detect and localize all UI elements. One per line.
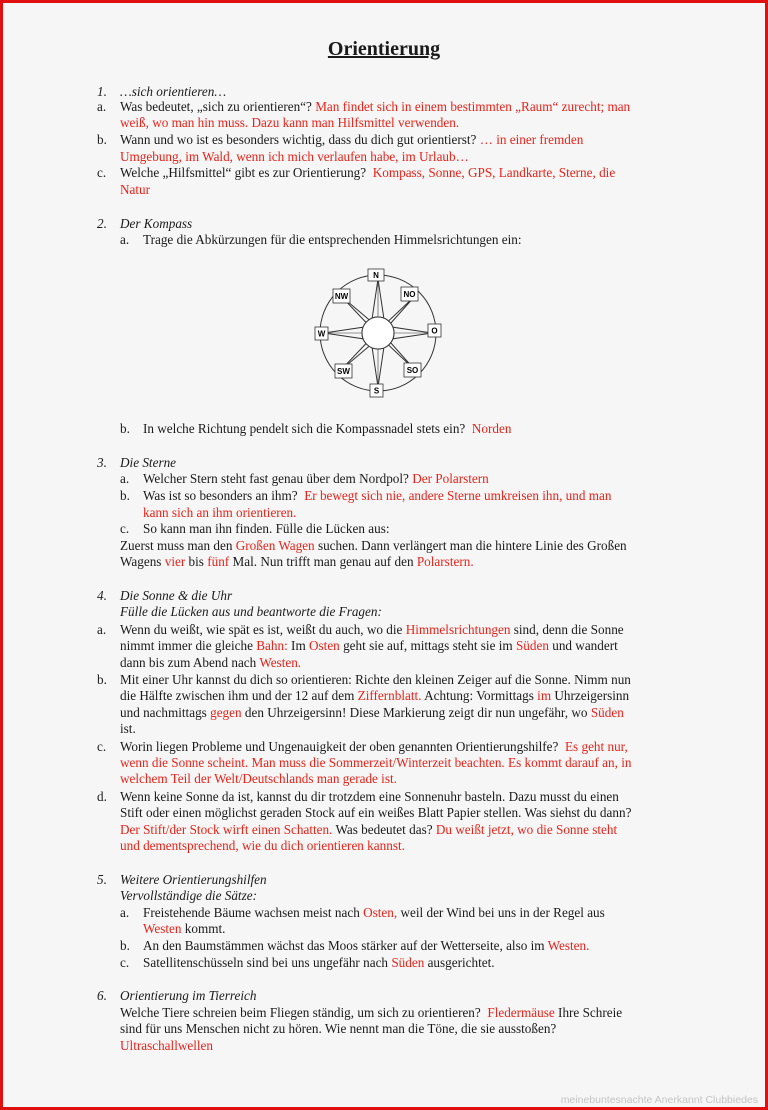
text: Wenn du weißt, wie spät es ist, weißt du auch, wo die [120,622,403,637]
question-text: Welche „Hilfsmittel“ gibt es zur Orientierung? [120,165,367,180]
compass-label-so: SO [406,366,419,375]
gap-answer: Polarstern. [416,554,474,569]
gap-answer: fünf [207,554,230,569]
s4-a-line1 [120,622,624,638]
text: Im [291,638,306,653]
s4-a-line3 [120,655,301,671]
section-5-subheading: Vervollständige die Sätze: [120,888,257,903]
gap-answer: Süden [590,705,624,720]
text: den Uhrzeigersinn! Diese Markierung zeigt dir nun ungefähr, wo [244,705,588,720]
gap-answer: Westen [143,921,182,936]
answer-text: und dementsprechend, wie du dich orientieren kannst. [120,838,405,853]
s3-b-line1 [143,488,611,504]
section-3-number: 3. [97,455,107,470]
section-3-heading: Die Sterne [120,455,177,470]
question-text: So kann man ihn finden. Fülle die Lücken aus: [143,521,390,536]
section-1-heading: …sich orientieren… [120,84,227,99]
s2-b-label: b. [120,421,130,436]
gap-answer: vier [164,554,186,569]
s5-c-line [143,955,495,971]
text: Zuerst muss man den [120,538,233,553]
gap-answer: Westen. [547,938,590,953]
text: Freistehende Bäume wachsen meist nach [143,905,360,920]
text: suchen. Dann verlängert man die hintere Linie des Großen [317,538,627,553]
s2-b-line [143,421,511,437]
question-text: Trage die Abkürzungen für die entsprechenden Himmelsrichtungen ein: [143,232,522,247]
text: Achtung: Vormittags [424,688,534,703]
text: und wandert [552,638,618,653]
s4-b-line4: ist. [120,721,136,736]
text: nimmt immer die gleiche [120,638,253,653]
s5-b-line [143,938,589,954]
compass-label-o: O [431,326,438,336]
answer-text: Der Stift/der Stock wirft einen Schatten. [120,822,333,837]
s1-c-line1 [120,165,615,181]
page-title: Orientierung [327,38,441,60]
compass-label-nw: NW [334,292,349,301]
answer-text: Der Polarstern [412,471,489,486]
s5-c-label: c. [120,955,130,970]
text: weil der Wind bei uns in der Regel aus [400,905,605,920]
text: ausgerichtet. [427,955,495,970]
answer-text: kann sich an ihm orientieren. [143,505,297,520]
question-text: Was bedeutet das? [335,822,433,837]
s1-b-label: b. [97,132,107,147]
s5-b-label: b. [120,938,130,953]
compass-label-w: W [317,329,326,339]
text: dann bis zum Abend nach [120,655,257,670]
s1-b-line1 [120,132,583,148]
s3-a-label: a. [120,471,130,486]
s4-a-label: a. [97,622,107,637]
section-5-number: 5. [97,872,107,887]
compass-label-s: S [373,386,380,396]
section-4-subheading: Fülle die Lücken aus und beantworte die Fragen: [120,604,382,619]
gap-answer: Osten, [363,905,398,920]
s4-d-line1: Wenn keine Sonne da ist, kannst du dir trotzdem eine Sonnenuhr basteln. Dazu musst du einen [120,789,619,804]
section-2-heading: Der Kompass [120,216,193,231]
s5-a-line2 [143,921,225,937]
text: kommt. [184,921,226,936]
compass-label-no: NO [403,290,416,299]
watermark: meinebuntesnachte Anerkannt Clubbiedes [560,1094,758,1106]
answer-text: Du weißt jetzt, wo die Sonne steht [435,822,618,837]
gap-answer: im [537,688,552,703]
text: Mal. Nun trifft man genau auf den [232,554,414,569]
s3-c-label: c. [120,521,130,536]
s1-a-line1 [120,99,630,115]
question-text: In welche Richtung pendelt sich die Kompassnadel stets ein? [143,421,466,436]
section-1-number: 1. [97,84,107,99]
s4-c-line1 [120,739,628,755]
s4-b-line3 [120,705,624,721]
text: die Hälfte zwischen ihm und der 12 auf dem [120,688,355,703]
answer-text: Es geht nur, [564,739,628,754]
text: bis [188,554,204,569]
s5-a-label: a. [120,905,130,920]
gap-answer: Großen Wagen [235,538,315,553]
text: und nachmittags [120,705,207,720]
answer-text: wenn die Sonne scheint. Man muss die Sommerzeit/Winterzeit beachten. Es kommt darauf an, in [120,755,632,770]
gap-answer: Ziffernblatt. [357,688,422,703]
s4-b-label: b. [97,672,107,687]
answer-text: … in einer fremden [479,132,584,147]
s4-b-line2 [120,688,629,704]
s5-a-line1 [143,905,605,921]
answer-text: Natur [120,182,151,197]
s6-line2: sind für uns Menschen nicht zu hören. Wie nennt man die Töne, die sie ausstoßen? [120,1021,557,1036]
question-text: Was ist so besonders an ihm? [143,488,298,503]
answer-text: Er bewegt sich nie, andere Sterne umkreisen ihn, und man [304,488,612,503]
s4-c-label: c. [97,739,107,754]
s3-paragraph-line2 [120,554,474,570]
answer-text: welchem Teil der Welt/Deutschlands man gerade ist. [120,771,397,786]
answer-text: Fledermäuse [487,1005,555,1020]
s4-d-line3 [120,822,617,838]
text: An den Baumstämmen wächst das Moos stärker auf der Wetterseite, also im [143,938,545,953]
section-6-heading: Orientierung im Tierreich [120,988,257,1003]
answer-text: Kompass, Sonne, GPS, Landkarte, Sterne, die [372,165,616,180]
answer-text: weiß, wo man hin muss. Dazu kann man Hilfsmittel verwenden. [120,115,460,130]
gap-answer: Süden [391,955,425,970]
s3-a-line [143,471,489,487]
s2-a-label: a. [120,232,130,247]
section-2-number: 2. [97,216,107,231]
answer-text: Man findet sich in einem bestimmten „Raum“ zurecht; man [315,99,631,114]
s1-c-label: c. [97,165,107,180]
text: Uhrzeigersinn [554,688,630,703]
question-text: Welcher Stern steht fast genau über dem Nordpol? [143,471,409,486]
question-text: Wann und wo ist es besonders wichtig, dass du dich gut orientierst? [120,132,477,147]
s3-b-label: b. [120,488,130,503]
gap-answer: Bahn: [256,638,288,653]
text: Ihre Schreie [558,1005,623,1020]
question-text: Was bedeutet, „sich zu orientieren“? [120,99,312,114]
text: Satellitenschüsseln sind bei uns ungefähr nach [143,955,389,970]
question-text: Welche Tiere schreien beim Fliegen ständig, um sich zu orientieren? [120,1005,481,1020]
text: Wagens [120,554,162,569]
gap-answer: Osten [309,638,340,653]
s6-line1 [120,1005,622,1021]
s4-b-line1: Mit einer Uhr kannst du dich so orientieren: Richte den kleinen Zeiger auf die Sonne. Nimm nun [120,672,631,687]
gap-answer: Westen. [259,655,302,670]
answer-text: Umgebung, im Wald, wenn ich mich verlaufen habe, im Urlaub… [120,149,469,164]
s3-paragraph-line1 [120,538,627,554]
question-text: Worin liegen Probleme und Ungenauigkeit der oben genannten Orientierungshilfe? [120,739,559,754]
section-6-number: 6. [97,988,107,1003]
section-4-heading: Die Sonne & die Uhr [120,588,233,603]
answer-text: Ultraschallwellen [120,1038,214,1053]
section-4-number: 4. [97,588,107,603]
text: geht sie auf, mittags steht sie im [343,638,513,653]
gap-answer: Süden [515,638,549,653]
compass-rose-diagram [313,267,443,399]
compass-label-sw: SW [337,367,350,376]
s1-a-label: a. [97,99,107,114]
s4-d-line2: Stift oder einen möglichst geraden Stock auf ein weißes Blatt Papier stellen. Was siehst du dann? [120,805,632,820]
compass-label-n: N [373,271,379,280]
answer-text: Norden [471,421,512,436]
s4-a-line2 [120,638,618,654]
text: sind, denn die Sonne [513,622,624,637]
s4-d-label: d. [97,789,107,804]
section-5-heading: Weitere Orientierungshilfen [120,872,267,887]
gap-answer: Himmelsrichtungen [405,622,511,637]
gap-answer: gegen [210,705,242,720]
